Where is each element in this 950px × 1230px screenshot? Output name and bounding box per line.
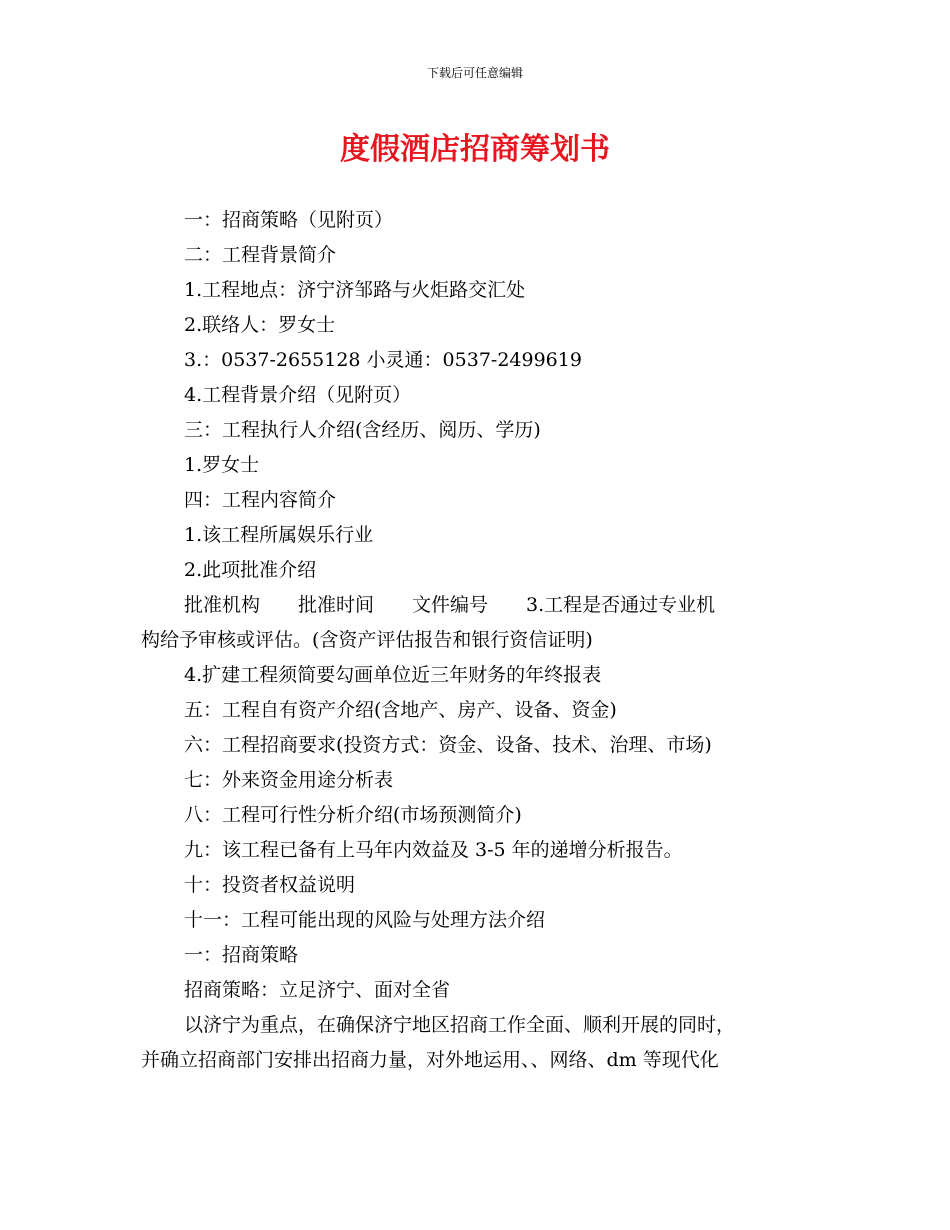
body-line: 五：工程自有资产介绍(含地产、房产、设备、资金) [184, 699, 617, 721]
body-line: 构给予审核或评估。(含资产评估报告和银行资信证明) [141, 629, 593, 651]
body-line: 三：工程执行人介绍(含经历、阅历、学历) [184, 419, 541, 441]
body-line: 一：招商策略（见附页） [184, 209, 394, 231]
body-line: 1.工程地点：济宁济邹路与火炬路交汇处 [184, 279, 526, 301]
body-line: 十一：工程可能出现的风险与处理方法介绍 [184, 909, 546, 931]
body-line: 八：工程可行性分析介绍(市场预测简介) [184, 804, 522, 826]
body-line: 1.该工程所属娱乐行业 [184, 524, 374, 546]
body-line: 4.工程背景介绍（见附页） [184, 384, 412, 406]
body-line: 招商策略：立足济宁、面对全省 [184, 979, 451, 1001]
body-line: 4.扩建工程须简要勾画单位近三年财务的年终报表 [184, 664, 602, 686]
body-line: 2.联络人：罗女士 [184, 314, 336, 336]
body-line: 四：工程内容简介 [184, 489, 337, 511]
body-line: 九：该工程已备有上马年内效益及 3-5 年的递增分析报告。 [184, 839, 683, 861]
document-title: 度假酒店招商筹划书 [340, 132, 610, 167]
document-body [141, 203, 813, 1078]
body-line: 以济宁为重点，在确保济宁地区招商工作全面、顺利开展的同时， [184, 1014, 736, 1036]
body-line: 七：外来资金用途分析表 [184, 769, 394, 791]
body-line: 1.罗女士 [184, 454, 260, 476]
body-line: 一：招商策略 [184, 944, 299, 966]
body-line: 十：投资者权益说明 [184, 874, 356, 896]
body-line: 2.此项批准介绍 [184, 559, 317, 581]
body-line: 二：工程背景简介 [184, 244, 337, 266]
body-line: 3.：0537-2655128 小灵通：0537-2499619 [184, 349, 582, 371]
page-header: 下载后可任意编辑 [426, 66, 523, 80]
body-line: 并确立招商部门安排出招商力量，对外地运用、、网络、dm 等现代化 [141, 1049, 719, 1071]
body-line: 六：工程招商要求(投资方式：资金、设备、技术、治理、市场) [184, 734, 712, 756]
body-line: 批准机构 批准时间 文件编号 3.工程是否通过专业机 [184, 594, 716, 616]
